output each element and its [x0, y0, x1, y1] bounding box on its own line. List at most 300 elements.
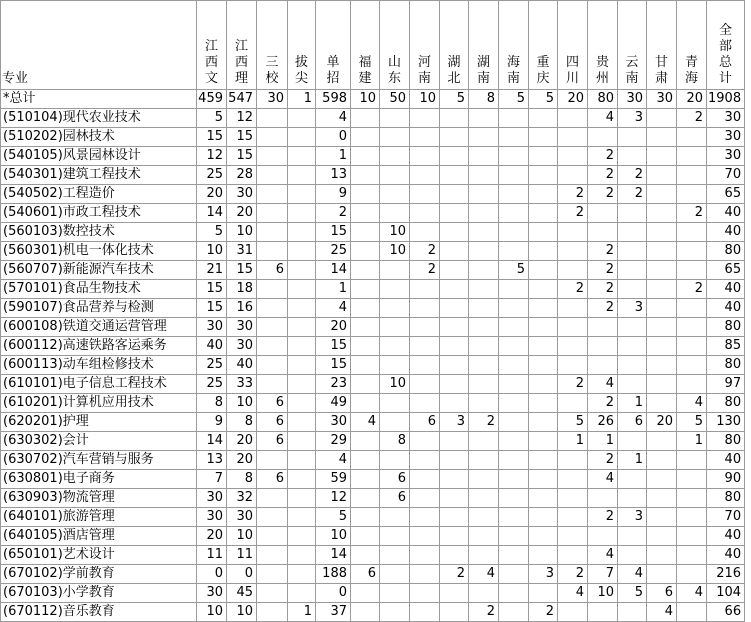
table-cell: 2: [440, 565, 469, 584]
table-cell: [647, 451, 677, 470]
table-cell: [469, 489, 499, 508]
table-cell: 20: [558, 90, 588, 109]
table-cell: [440, 280, 469, 299]
table-cell: 85: [707, 337, 745, 356]
table-cell: [440, 527, 469, 546]
table-cell: 80: [707, 318, 745, 337]
table-cell: [288, 299, 316, 318]
table-cell: 188: [316, 565, 351, 584]
table-cell: 40: [707, 546, 745, 565]
table-cell: [351, 432, 380, 451]
table-cell: [529, 337, 558, 356]
table-cell: [647, 508, 677, 527]
table-cell: [380, 565, 410, 584]
table-cell: 20: [197, 527, 227, 546]
table-cell: [647, 432, 677, 451]
table-cell: [558, 546, 588, 565]
table-cell: 30: [197, 318, 227, 337]
table-cell: [588, 128, 618, 147]
header-label: 湖南: [476, 55, 490, 86]
table-cell: 40: [227, 356, 257, 375]
table-cell: [647, 109, 677, 128]
table-cell: [440, 128, 469, 147]
table-cell: [288, 185, 316, 204]
table-cell: 15: [227, 147, 257, 166]
header-label: 拔尖: [294, 55, 308, 86]
table-cell: 4: [316, 109, 351, 128]
table-cell: [588, 356, 618, 375]
table-cell: 2: [316, 204, 351, 223]
table-cell: [618, 527, 647, 546]
table-cell: [677, 470, 707, 489]
header-column: [440, 1, 469, 90]
table-cell: 15: [316, 223, 351, 242]
table-cell: [380, 451, 410, 470]
row-major-name: (630801)电子商务: [1, 470, 197, 489]
table-cell: [618, 603, 647, 622]
table-cell: [499, 470, 529, 489]
table-cell: [588, 223, 618, 242]
table-cell: 4: [677, 584, 707, 603]
table-cell: 25: [197, 375, 227, 394]
table-cell: 14: [197, 432, 227, 451]
table-cell: [351, 603, 380, 622]
table-cell: 5: [197, 109, 227, 128]
table-cell: 40: [197, 337, 227, 356]
table-cell: 10: [197, 603, 227, 622]
table-cell: [288, 280, 316, 299]
table-row: [1, 147, 745, 166]
table-cell: 25: [197, 356, 227, 375]
table-cell: 15: [197, 280, 227, 299]
header-column: [257, 1, 288, 90]
table-cell: [410, 318, 440, 337]
table-cell: [647, 223, 677, 242]
table-cell: 3: [618, 508, 647, 527]
table-cell: [469, 166, 499, 185]
table-cell: [558, 489, 588, 508]
table-cell: 598: [316, 90, 351, 109]
table-cell: [257, 451, 288, 470]
table-cell: 5: [440, 90, 469, 109]
table-cell: [647, 280, 677, 299]
header-column: [677, 1, 707, 90]
table-cell: [558, 223, 588, 242]
header-row: [1, 1, 745, 90]
table-cell: [499, 603, 529, 622]
table-cell: [351, 470, 380, 489]
header-label: 全部总计: [719, 23, 733, 86]
table-cell: [529, 470, 558, 489]
table-cell: [677, 565, 707, 584]
table-cell: [677, 128, 707, 147]
table-cell: 6: [257, 261, 288, 280]
table-cell: [529, 318, 558, 337]
table-cell: 32: [227, 489, 257, 508]
table-cell: 30: [197, 584, 227, 603]
table-cell: [677, 451, 707, 470]
table-cell: [618, 432, 647, 451]
table-cell: [440, 261, 469, 280]
row-major-name: (640101)旅游管理: [1, 508, 197, 527]
table-cell: 20: [316, 318, 351, 337]
table-row: [1, 337, 745, 356]
table-cell: 5: [316, 508, 351, 527]
table-cell: [410, 375, 440, 394]
table-cell: [351, 166, 380, 185]
table-cell: [380, 128, 410, 147]
table-cell: [469, 128, 499, 147]
table-cell: [558, 166, 588, 185]
header-label: 江西文: [204, 39, 218, 86]
table-cell: 2: [677, 280, 707, 299]
table-cell: 10: [380, 223, 410, 242]
table-cell: [288, 223, 316, 242]
table-cell: 6: [618, 413, 647, 432]
table-cell: 4: [588, 546, 618, 565]
table-cell: [410, 546, 440, 565]
table-cell: [288, 375, 316, 394]
table-cell: [677, 489, 707, 508]
table-cell: [440, 508, 469, 527]
table-cell: [410, 356, 440, 375]
table-cell: 5: [558, 413, 588, 432]
table-cell: [257, 318, 288, 337]
table-cell: 70: [707, 508, 745, 527]
row-major-name: (570101)食品生物技术: [1, 280, 197, 299]
table-cell: 2: [469, 603, 499, 622]
table-cell: [677, 318, 707, 337]
table-cell: 13: [316, 166, 351, 185]
table-cell: [677, 337, 707, 356]
header-column: [380, 1, 410, 90]
table-cell: 0: [227, 565, 257, 584]
row-major-name: (540105)风景园林设计: [1, 147, 197, 166]
table-cell: [351, 375, 380, 394]
table-cell: [380, 337, 410, 356]
row-major-name: (630702)汽车营销与服务: [1, 451, 197, 470]
table-cell: 14: [316, 546, 351, 565]
table-cell: [380, 603, 410, 622]
table-cell: [257, 204, 288, 223]
table-cell: 30: [707, 128, 745, 147]
table-cell: [257, 166, 288, 185]
table-cell: [618, 261, 647, 280]
table-cell: [499, 413, 529, 432]
table-cell: [469, 337, 499, 356]
table-row: [1, 223, 745, 242]
table-cell: [469, 451, 499, 470]
header-column: [469, 1, 499, 90]
table-cell: 6: [257, 470, 288, 489]
table-cell: 90: [707, 470, 745, 489]
table-cell: [558, 470, 588, 489]
table-row: [1, 242, 745, 261]
table-cell: [499, 299, 529, 318]
table-cell: 5: [499, 261, 529, 280]
header-column: [499, 1, 529, 90]
table-cell: 2: [588, 147, 618, 166]
table-cell: 3: [618, 299, 647, 318]
table-cell: [288, 413, 316, 432]
table-cell: 10: [410, 90, 440, 109]
table-row: [1, 584, 745, 603]
table-cell: 1: [558, 432, 588, 451]
table-cell: [351, 280, 380, 299]
table-cell: 12: [316, 489, 351, 508]
table-cell: 6: [257, 413, 288, 432]
table-cell: 6: [380, 489, 410, 508]
table-cell: [410, 394, 440, 413]
header-column: [558, 1, 588, 90]
row-major-name: (620201)护理: [1, 413, 197, 432]
table-cell: 50: [380, 90, 410, 109]
table-cell: 1: [618, 451, 647, 470]
table-cell: [499, 432, 529, 451]
table-cell: 40: [707, 451, 745, 470]
table-cell: [440, 337, 469, 356]
table-cell: [257, 489, 288, 508]
table-cell: [257, 508, 288, 527]
table-cell: [558, 128, 588, 147]
header-major: 专业: [1, 1, 197, 90]
table-cell: [618, 147, 647, 166]
row-major-name: (670112)音乐教育: [1, 603, 197, 622]
header-column: [647, 1, 677, 90]
header-label: 四川: [565, 55, 579, 86]
table-cell: [440, 223, 469, 242]
table-cell: [558, 147, 588, 166]
table-cell: [588, 204, 618, 223]
table-cell: 80: [588, 90, 618, 109]
table-cell: [677, 375, 707, 394]
table-cell: 130: [707, 413, 745, 432]
table-cell: [647, 356, 677, 375]
table-cell: 45: [227, 584, 257, 603]
header-label: 重庆: [536, 55, 550, 86]
table-cell: [469, 147, 499, 166]
table-cell: [380, 356, 410, 375]
table-cell: [410, 223, 440, 242]
header-column: [197, 1, 227, 90]
table-cell: 1: [316, 147, 351, 166]
table-header: [1, 1, 745, 90]
table-row: [1, 546, 745, 565]
table-cell: [410, 432, 440, 451]
table-cell: [410, 470, 440, 489]
table-cell: 11: [227, 546, 257, 565]
table-cell: 80: [707, 394, 745, 413]
row-major-name: (540301)建筑工程技术: [1, 166, 197, 185]
table-cell: [469, 527, 499, 546]
table-cell: [499, 166, 529, 185]
table-cell: [469, 280, 499, 299]
table-cell: [469, 546, 499, 565]
table-cell: [351, 337, 380, 356]
table-cell: [351, 584, 380, 603]
table-cell: [351, 223, 380, 242]
table-cell: [351, 527, 380, 546]
header-label: 青海: [684, 55, 698, 86]
table-cell: [410, 280, 440, 299]
table-row: [1, 318, 745, 337]
table-cell: [529, 261, 558, 280]
table-cell: [410, 337, 440, 356]
header-column: [227, 1, 257, 90]
table-cell: 2: [469, 413, 499, 432]
table-cell: 40: [707, 223, 745, 242]
table-cell: 2: [558, 565, 588, 584]
table-cell: [440, 546, 469, 565]
table-cell: 4: [316, 299, 351, 318]
table-cell: 6: [380, 470, 410, 489]
row-major-name: *总计: [1, 90, 197, 109]
table-cell: [558, 356, 588, 375]
table-cell: 65: [707, 261, 745, 280]
table-cell: 15: [227, 128, 257, 147]
table-cell: [647, 337, 677, 356]
table-cell: [440, 318, 469, 337]
table-cell: 21: [197, 261, 227, 280]
table-cell: [558, 527, 588, 546]
row-major-name: (610201)计算机应用技术: [1, 394, 197, 413]
row-major-name: (600113)动车组检修技术: [1, 356, 197, 375]
table-cell: 2: [410, 242, 440, 261]
table-cell: [677, 261, 707, 280]
table-cell: [288, 451, 316, 470]
table-cell: [618, 356, 647, 375]
table-cell: [351, 489, 380, 508]
table-cell: [410, 603, 440, 622]
table-cell: 30: [618, 90, 647, 109]
table-cell: 23: [316, 375, 351, 394]
table-cell: 30: [227, 318, 257, 337]
header-column: [588, 1, 618, 90]
table-cell: 59: [316, 470, 351, 489]
table-cell: 15: [316, 356, 351, 375]
table-cell: [529, 147, 558, 166]
table-cell: [351, 147, 380, 166]
table-cell: [257, 242, 288, 261]
table-cell: [558, 261, 588, 280]
table-cell: 104: [707, 584, 745, 603]
table-cell: [380, 527, 410, 546]
header-column: [410, 1, 440, 90]
table-cell: [257, 280, 288, 299]
table-row: [1, 375, 745, 394]
table-cell: 2: [529, 603, 558, 622]
table-cell: [380, 109, 410, 128]
table-cell: [288, 394, 316, 413]
table-cell: 4: [469, 565, 499, 584]
table-cell: 25: [197, 166, 227, 185]
table-cell: 3: [440, 413, 469, 432]
table-cell: [257, 584, 288, 603]
table-cell: 15: [316, 337, 351, 356]
table-cell: [410, 489, 440, 508]
table-cell: [380, 584, 410, 603]
table-cell: [677, 223, 707, 242]
table-cell: [499, 185, 529, 204]
table-cell: [647, 166, 677, 185]
table-cell: 1908: [707, 90, 745, 109]
table-cell: 5: [499, 90, 529, 109]
table-row: [1, 356, 745, 375]
row-major-name: (540502)工程造价: [1, 185, 197, 204]
table-cell: [469, 470, 499, 489]
table-cell: [469, 299, 499, 318]
table-cell: [647, 261, 677, 280]
table-cell: [529, 204, 558, 223]
table-cell: 10: [227, 603, 257, 622]
table-cell: 7: [588, 565, 618, 584]
table-cell: [288, 261, 316, 280]
table-cell: 0: [197, 565, 227, 584]
table-cell: [618, 375, 647, 394]
table-cell: [440, 147, 469, 166]
table-cell: [351, 128, 380, 147]
table-cell: 40: [707, 527, 745, 546]
table-cell: [288, 470, 316, 489]
table-cell: [257, 546, 288, 565]
table-cell: 30: [707, 109, 745, 128]
table-cell: [647, 147, 677, 166]
table-cell: 5: [529, 90, 558, 109]
table-cell: [410, 451, 440, 470]
table-cell: [469, 223, 499, 242]
table-row: [1, 508, 745, 527]
table-cell: [529, 584, 558, 603]
table-cell: 7: [197, 470, 227, 489]
table-cell: [618, 318, 647, 337]
table-cell: 33: [227, 375, 257, 394]
table-cell: [288, 337, 316, 356]
table-cell: [499, 337, 529, 356]
table-row: [1, 299, 745, 318]
table-cell: 30: [227, 508, 257, 527]
table-cell: 6: [647, 584, 677, 603]
table-cell: [618, 546, 647, 565]
table-cell: 4: [647, 603, 677, 622]
table-cell: [440, 204, 469, 223]
table-cell: 6: [410, 413, 440, 432]
table-cell: [677, 147, 707, 166]
table-cell: [351, 394, 380, 413]
table-row: [1, 470, 745, 489]
header-label: 三校: [265, 55, 279, 86]
table-cell: 28: [227, 166, 257, 185]
table-cell: 5: [197, 223, 227, 242]
table-cell: 2: [588, 185, 618, 204]
table-cell: [351, 261, 380, 280]
header-label: 海南: [506, 55, 520, 86]
table-cell: [380, 299, 410, 318]
table-cell: [288, 204, 316, 223]
row-major-name: (630903)物流管理: [1, 489, 197, 508]
table-cell: 40: [707, 204, 745, 223]
table-cell: [440, 166, 469, 185]
table-cell: 15: [197, 128, 227, 147]
table-cell: 1: [288, 90, 316, 109]
table-row: [1, 413, 745, 432]
table-cell: 6: [257, 432, 288, 451]
table-cell: [288, 147, 316, 166]
table-cell: [288, 356, 316, 375]
table-cell: [257, 299, 288, 318]
table-cell: [410, 299, 440, 318]
table-cell: [469, 204, 499, 223]
table-cell: [410, 166, 440, 185]
